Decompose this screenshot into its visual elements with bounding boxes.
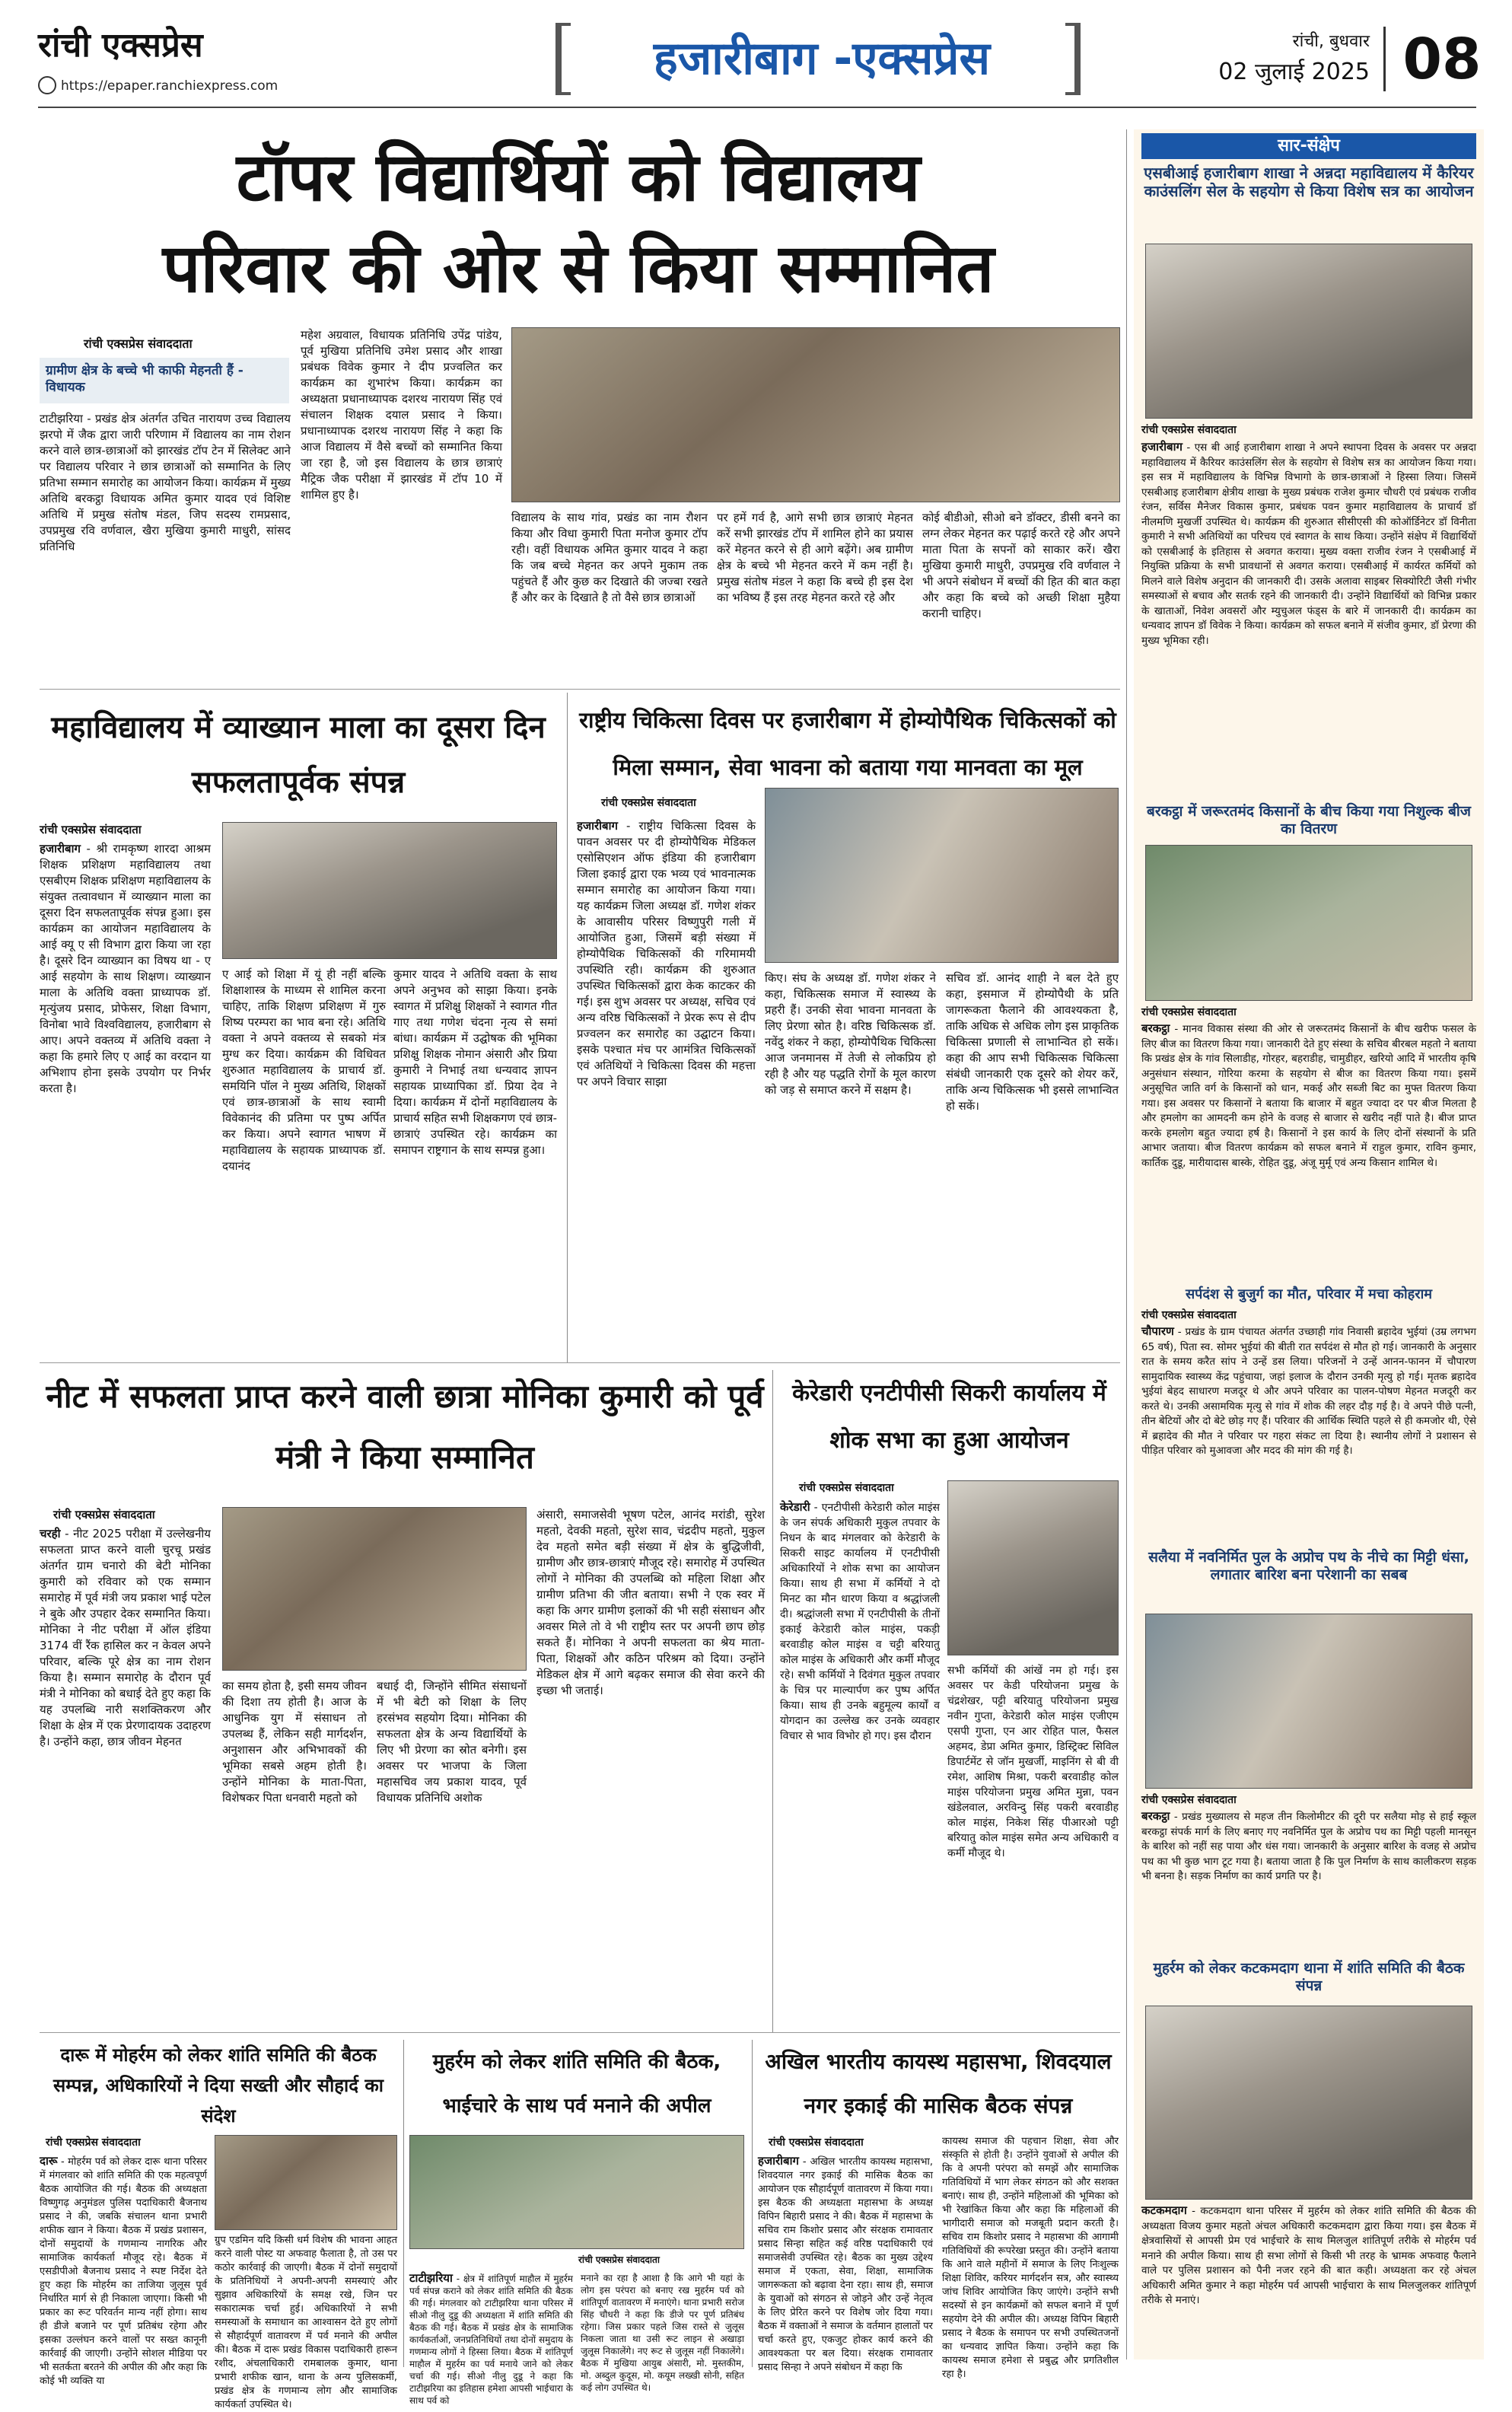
s3-headline: सर्पदंश से बुजुर्ग का मौत, परिवार में मचा कोहराम (1186, 1286, 1432, 1302)
rule-1 (40, 689, 1120, 690)
lead-col6 (1129, 327, 1130, 328)
lead-headline-line2: परिवार की ओर से किया सम्मानित (162, 229, 995, 307)
lead-col1 (40, 411, 291, 685)
lead-subhead: ग्रामीण क्षेत्र के बच्चे भी काफी मेहनती हैं - विधायक (40, 358, 289, 403)
sidebar-label: सार-संक्षेप (1141, 133, 1476, 159)
s5-dateline: कटकमदाग (1141, 2203, 1187, 2217)
s5-text: कटकमदाग - कटकमदाग थाना परिसर में मुहर्रम को लेकर शांति समिति की बैठक की अध्यक्षता विजय कुमार महतो अंचल अधिकारी कटकमदाग द्वारा किया गया। इस बैठक में क्षेत्रवासियों से आपसी प्रेम एवं भाईचारे के साथ मिलजुल शांतिपूर्ण तरीके से मोहर्रम पर्व मनाने की अपील किया। साथ ही सभा लोगों से किसी भी तरह के भ्रामक अफवाह फैलाने वाले पर पुलिस प्रशासन को पैनी नजर रहने की बात कही। अध्यक्षता कर रहे अंचल अधिकारी अमित कुमार ने कहा मोहर्रम पर्व आपसी भाईचारा के साथ मिलजुलकर शांतिपूर्ण तरीके से मनाएं। (1141, 2203, 1476, 2306)
story6-headline-visible (40, 2040, 397, 2131)
section-bracket-right (1065, 23, 1081, 95)
story7-dateline: टाटीझरिया (409, 2271, 453, 2285)
story2-headline: महाविद्यालय में व्याख्यान माला का दूसरा दिन सफलतापूर्वक संपन्न (51, 710, 546, 800)
story2-col1: हजारीबाग - श्री रामकृष्ण शारदा आश्रम शिक्षक प्रशिक्षण महाविद्यालय तथा एसबीएम शिक्षक प्रशिक्षण महाविद्यालय के संयुक्त तत्वावधान में व्याख्यान माला का दूसरा दिन सफलतापूर्वक संपन्न हुआ। इस कार्यक्रम का आयोजन महाविद्यालय के आई क्यू ए सी विभाग द्वारा किया जा रहा है। दूसरे दिन व्याख्यान का विषय था - ए आई सहयोग के साथ शिक्षण। व्याख्यान माला के अतिथि वक्ता प्राध्यापक डॉ. मृत्युंजय प्रसाद, प्रोफेसर, शिक्षा विभाग, विनोबा भावे विश्वविद्यालय, हजारीबाग से आए। अपने वक्तव्य में अतिथि वक्ता ने कहा कि हमारे लिए ए आई का वरदान या अभिशाप होना इसके उपयोग पर निर्भर करता है। (40, 842, 211, 1095)
story8-headline: अखिल भारतीय कायस्थ महासभा, शिवदयाल नगर इकाई की मासिक बैठक संपन्न (765, 2049, 1112, 2118)
issue-date: 02 जुलाई 2025 (1218, 59, 1370, 85)
story4-col1-text: नीट 2025 परीक्षा में उल्लेखनीय सफलता प्राप्त करने वाली चुरचू प्रखंड अंतर्गत ग्राम चनारो की बेटी मोनिका कुमारी को रविवार को एक सम्मान समारोह में पूर्व मंत्री जय प्रकाश भाई पटेल ने बुके और उपहार देकर सम्मानित किया। मोनिका ने नीट परीक्षा में ऑल इंडिया 3174 वीं रैंक हासिल कर न केवल अपने परिवार, बल्कि पूरे क्षेत्र का नाम रोशन किया है। सम्मान समारोह के दौरान पूर्व मंत्री ने मोनिका को बधाई देते हुए कहा कि यह उपलब्धि नारी सशक्तिकरण और शिक्षा के क्षेत्र में एक प्रेरणादायक उदाहरण है। उन्होंने कहा, छात्र जीवन मेहनत (40, 1527, 211, 1748)
story2-col1-text: श्री रामकृष्ण शारदा आश्रम शिक्षक प्रशिक्षण महाविद्यालय तथा एसबीएम शिक्षक प्रशिक्षण महाविद्यालय के संयुक्त तत्वावधान में व्याख्यान माला का दूसरा दिन सफलतापूर्वक संपन्न हुआ। इस कार्यक्रम का आयोजन महाविद्यालय के आई क्यू ए सी विभाग द्वारा किया जा रहा है। दूसरे दिन व्याख्यान का विषय था - ए आई सहयोग के साथ शिक्षण। व्याख्यान माला के अतिथि वक्ता प्राध्यापक डॉ. मृत्युंजय प्रसाद, प्रोफेसर, शिक्षा विभाग, विनोबा भावे विश्वविद्यालय, हजारीबाग से आए। अपने वक्तव्य में अतिथि वक्ता ने कहा कि हमारे लिए ए आई का वरदान या अभिशाप होना इसके उपयोग पर निर्भर करता है। (40, 842, 211, 1095)
story2-col3: कुमार यादव ने अतिथि वक्ता के साथ अपने अनुभव को साझा किया। इनके स्वागत में प्रशिक्षु शिक्षकों ने स्वागत गीत गाए तथा गणेश चंदना नृत्य से समां बांधा। कार्यक्रम में उद्घोषक की भूमिका प्रशिक्षु शिक्षक नोमान अंसारी और प्रिया कुमारी ने निभाई तथा धन्यवाद ज्ञापन सहायक प्राध्यापिका डॉ. प्रिया देव ने दिया। कार्यक्रम में दोनों महाविद्यालय के प्राचार्य सहित सभी शिक्षकगण एवं छात्र-छात्राएं उपस्थित रहे। कार्यक्रम का समापन राष्ट्रगान के साथ सम्पन्न हुआ। (393, 967, 557, 1157)
story4-byline: रांची एक्सप्रेस संवाददाता (53, 1508, 155, 1521)
story7-photo (409, 2135, 744, 2249)
story4-col1: चरही - नीट 2025 परीक्षा में उल्लेखनीय सफलता प्राप्त करने वाली चुरचू प्रखंड अंतर्गत ग्राम चनारो की बेटी मोनिका कुमारी को रविवार को एक सम्मान समारोह में पूर्व मंत्री जय प्रकाश भाई पटेल ने बुके और उपहार देकर सम्मानित किया। मोनिका ने नीट परीक्षा में ऑल इंडिया 3174 वीं रैंक हासिल कर न केवल अपने परिवार, बल्कि पूरे क्षेत्र का नाम रोशन किया है। सम्मान समारोह के दौरान पूर्व मंत्री ने मोनिका को बधाई देते हुए कहा कि यह उपलब्धि नारी सशक्तिकरण और शिक्षा के क्षेत्र में एक प्रेरणादायक उदाहरण है। उन्होंने कहा, छात्र जीवन मेहनत (40, 1527, 211, 1748)
story8-byline: रांची एक्सप्रेस संवाददाता (769, 2136, 864, 2149)
lead-col6-block (1129, 1, 1130, 2)
page-divider (1383, 27, 1386, 91)
story3-headline: राष्ट्रीय चिकित्सा दिवस पर हजारीबाग में होम्योपैथिक चिकित्सकों को मिला सम्मान, सेवा भावना को बताया गया मानवता का मूल (579, 707, 1116, 780)
story8-col1-text: अखिल भारतीय कायस्थ महासभा, शिवदयाल नगर इकाई की मासिक बैठक का आयोजन एक सौहार्दपूर्ण वातावरण में किया गया। इस बैठक की अध्यक्षता महासभा के अध्यक्ष विपिन बिहारी प्रसाद ने की। बैठक में महासभा के सचिव राम किशोर प्रसाद और संरक्षक रामावतार प्रसाद सिन्हा सहित कई वरिष्ठ पदाधिकारी एवं समाजसेवी उपस्थित रहे। बैठक का मुख्य उद्देश्य समाज में एकता, सेवा, शिक्षा, सामाजिक जागरूकता को बढ़ावा देना रहा। साथ ही, समाज के युवाओं को संगठन से जोड़ने और उन्हें नेतृत्व के लिए प्रेरित करने पर विशेष जोर दिया गया। बैठक में वक्ताओं ने समाज के वर्तमान हालातों पर चर्चा करते हुए, एकजुट होकर कार्य करने की आवश्यकता पर बल दिया। संरक्षक रामावतार प्रसाद सिन्हा ने अपने संबोधन में कहा कि (758, 2156, 933, 2373)
story4-col2: का समय होता है, इसी समय जीवन की दिशा तय होती है। आज के आधुनिक युग में संसाधन तो उपलब्ध हैं, लेकिन सही मार्गदर्शन, अनुशासन और अभिभावकों की भूमिका सबसे अहम होती है। उन्होंने मोनिका के माता-पिता, विशेषकर पिता धनवारी महतो को (222, 1679, 367, 1805)
s5-body: कटकमदाग थाना परिसर में मुहर्रम को लेकर शांति समिति की बैठक की अध्यक्षता विजय कुमार महतो अंचल अधिकारी कटकमदाग द्वारा किया गया। इस बैठक में क्षेत्रवासियों से आपसी प्रेम एवं भाईचारे के साथ मिलजुल शांतिपूर्ण तरीके से मोहर्रम पर्व मनाने की अपील किया। साथ ही सभा लोगों से किसी भी तरह के भ्रामक अफवाह फैलाने वाले पर पुलिस प्रशासन को पैनी नजर रहने की बात कही। अध्यक्षता कर रहे अंचल अधिकारी अमित कुमार ने कहा मोहर्रम पर्व आपसी भाईचारा के साथ मिलजुलकर शांतिपूर्ण तरीके से मनाएं। (1141, 2205, 1476, 2306)
s1-byline: रांची एक्सप्रेस संवाददाता (1141, 424, 1237, 436)
story4-col4: अंसारी, समाजसेवी भूषण पटेल, आनंद मरांडी, सुरेश महतो, देवकी महतो, सुरेश साव, चंद्रदीप महतो, मुकुल देव महतो समेत बड़ी संख्या में क्षेत्र के बुद्धिजीवी, ग्रामीण और छात्र-छात्राएं मौजूद रहे। समारोह में उपस्थित लोगों ने मोनिका की उपलब्धि को महिला शिक्षा और ग्रामीण प्रतिभा की जीत बताया। सभी ने एक स्वर में कहा कि अगर ग्रामीण इलाकों की भी सही संसाधन और अवसर मिले तो वे भी राष्ट्रीय स्तर पर अपनी छाप छोड़ सकते हैं। मोनिका ने अपनी सफलता का श्रेय माता-पिता, शिक्षकों और कठिन परिश्रम को दिया। उन्होंने मेडिकल क्षेत्र में आगे बढ़कर समाज की सेवा करने की इच्छा भी जताई। (536, 1508, 765, 1697)
story2-col2: ए आई को शिक्षा में यूं ही नहीं बल्कि शिक्षाशास्त्र के माध्यम से शामिल करना चाहिए, ताकि शिक्षण प्रशिक्षण में गुरु शिष्य परम्परा का भाव बना रहे। अतिथि वक्ता ने अपने वक्तव्य से सबको मंत्र मुग्ध कर दिया। कार्यक्रम की विधिवत शुरुआत महाविद्यालय के प्राचार्य डॉ. समयिनि पॉल ने मुख्य अतिथि, शिक्षकों एवं छात्र-छात्राओं के साथ स्वामी विवेकानंद की प्रतिमा पर पुष्प अर्पित कर किया। अपने स्वागत भाषण में महाविद्यालय के सहायक प्राध्यापक डॉ. दयानंद (222, 967, 386, 1173)
rule-2 (40, 1362, 1120, 1363)
s1-dateline: हजारीबाग (1141, 440, 1183, 454)
s1-body: एस बी आई हजारीबाग शाखा ने अपने स्थापना दिवस के अवसर पर अन्नदा महाविद्यालय में कैरियर काउंसलिंग सेल के सहयोग से विशेष सत्र का आयोजन किया गया। इस सत्र में महाविद्यालय के विभिन्न विभागो के छात्र-छात्राओं ने हिस्सा लिया। जिसमें एसबीआइ हजारीबाग क्षेत्रीय शाखा के मुख्य प्रबंधक राजेश कुमार चौधरी एवं प्रबंधक राजीव रंजन, सर्विस मैनेजर विकास कुमार, प्रबंधक पवन कुमार महाविद्यालय के प्राचार्य डॉ नीलमणि मुखर्जी उपस्थित थे। कार्यक्रम की शुरुआत सीसीएसी की कोऑर्डिनेटर डॉ विनीता कुमारी ने सभी अतिथियों का परिचय एवं स्वागत के साथ किया। उन्होंने संक्षेप में विद्यार्थियों को एसबीआई के इतिहास से अवगत कराया। मुख्य वक्ता राजीव रंजन ने एसबीआई में नियुक्ति प्रक्रिया के सभी प्रावधानों से अवगत कराया। एसबीआई में कार्यरत कर्मियों को मिलने वाले विशेष अनुदान की जानकारी दी। उसके अलावा साइबर सिक्योरिटी जैसी गंभीर समस्याओं से बचाव और सतर्क रहने की जानकारी दी। उन्होंने विद्यार्थियों को विभिन्न प्रकार के खाताओं, निवेश अवसरों और म्युचुअल फंड्स के बारे में जानकारी दी। कार्यक्रम का धन्यवाद ज्ञापन डॉ विवेक ने किया। कार्यक्रम को सफल बनाने में संजीव कुमार, डॉ प्रेरणा की मुख्य भूमिका रही। (1141, 441, 1476, 647)
story3-col2: किए। संघ के अध्यक्ष डॉ. गणेश शंकर ने कहा, चिकित्सक समाज में स्वास्थ्य के प्रहरी हैं। उनकी सेवा भावना मानवता के लिए प्रेरणा स्रोत है। वरिष्ठ चिकित्सक डॉ. नवेंदु शंकर ने कहा, होम्योपैथिक चिकित्सा आज जनमानस में तेजी से लोकप्रिय हो रही है और यह पद्धति रोगों के मूल कारण को जड़ से समाप्त करने में सक्षम है। (765, 971, 936, 1097)
epaper-url[interactable]: https://epaper.ranchiexpress.com (61, 78, 279, 94)
story8-dateline: हजारीबाग (758, 2154, 799, 2168)
s4-body: प्रखंड मुख्यालय से महज तीन किलोमीटर की दूरी पर सलैया मोड़ से हाई स्कूल बरकट्ठा संपर्क मार्ग के लिए बनाए गए नवनिर्मित पुल के अप्रोच पथ का मिट्टी पहली मानसून के बारिश को नहीं सह पाया और धंस गया। जानकारी के अनुसार बारिश के वजह से अप्रोच पथ का भी कुछ भाग टूट गया है। बताया जाता है कि पुल निर्माण के साथ कालीकरण सड़क भी बनना है। सड़क निर्माण का कार्य प्रगति पर है। (1141, 1811, 1476, 1882)
sidebar-divider (1126, 129, 1127, 2359)
lead-col4: पर हमें गर्व है, आगे सभी छात्र छात्राएं मेहनत करें सभी झारखंड टॉप में शामिल होने का प्रयास करें मेहनत करने से ही आगे बढ़ेंगे। अब ग्रामीण क्षेत्र के बच्चे भी मेहनत करने में कम नहीं है। प्रमुख संतोष मंडल ने कहा कि बच्चे ही इस देश का भविष्य हैं इस तरह मेहनत करते रहे और (717, 511, 913, 604)
s5-photo (1145, 2006, 1472, 2200)
s2-text: बरकट्ठा - मानव विकास संस्था की ओर से जरूरतमंद किसानों के बीच खरीफ फसल के लिए बीज का वितरण किया गया। जानकारी देते हुए संस्था के सचिव बीरबल महतो ने बताया कि प्रखंड क्षेत्र के गांव सिलाडीह, गोरहर, बहराडीह, चामुडीहर, खरियो आदि में भारतीय कृषि अनुसंधान संस्थान, गोरिया करमा के सहयोग से बीज का वितरण किया गया। इसमें अनुसूचित जाति वर्ग के किसानों को धान, मकई और सब्जी बिट का मुफ्त वितरण किया गया। इस अवसर पर किसानों ने बताया कि बाजार में बहुत ज्यादा दर पर बीज मिलता है और हमलोग का आमदनी कम होने के वजह से बाजार से खरीद नहीं पाते है। बीज प्राप्त करके हमलोग बहुत ज्यादा हर्ष है। किसानों ने इस कार्य के लिए दोनों संस्थानों के प्रति आभार जताया। बीज वितरण कार्यक्रम को सफल बनाने में राहुल कुमार, राविन कुमार, कार्तिक दुडू, मारीयादास बास्के, रोहित दुडू, अंजू मुर्मू एवं अन्य किसान शामिल थे। (1141, 1021, 1476, 1169)
section-title (586, 27, 1058, 91)
lead-byline: रांची एक्सप्रेस संवाददाता (84, 336, 193, 351)
s2-body: मानव विकास संस्था की ओर से जरूरतमंद किसानों के बीच खरीफ फसल के लिए बीज का वितरण किया गया। जानकारी देते हुए संस्था के सचिव बीरबल महतो ने बताया कि प्रखंड क्षेत्र के गांव सिलाडीह, गोरहर, बहराडीह, चामुडीहर, खरियो आदि में भारतीय कृषि अनुसंधान संस्थान, गोरिया करमा के सहयोग से बीज का वितरण किया गया। इसमें अनुसूचित जाति वर्ग के किसानों को धान, मकई और सब्जी बिट का मुफ्त वितरण किया गया। इस अवसर पर किसानों ने बताया कि बाजार में बहुत ज्यादा दर पर बीज मिलता है और हमलोग का आमदनी कम होने के वजह से बाजार से खरीद नहीं पाते है। बीज प्राप्त करके हमलोग बहुत ज्यादा हर्ष है। किसानों ने इस कार्य के लिए दोनों संस्थानों के प्रति आभार जताया। बीज वितरण कार्यक्रम को सफल बनाने में राहुल कुमार, राविन कुमार, कार्तिक दुडू, मारीयादास बास्के, रोहित दुडू, अंजू मुर्मू एवं अन्य किसान शामिल थे। (1141, 1023, 1476, 1169)
story2-dateline: हजारीबाग (40, 842, 81, 856)
story6-col1-text: मोहर्रम पर्व को लेकर दारू थाना परिसर में मंगलवार को शांति समिति की एक महत्वपूर्ण बैठक आयोजित की गई। बैठक की अध्यक्षता विष्णुगढ़ अनुमंडल पुलिस पदाधिकारी बैजनाथ प्रसाद ने की, जबकि संचालन थाना प्रभारी शफीक खान ने किया। बैठक में प्रखंड प्रशासन, दोनों समुदायों के गणमान्य नागरिक और सामाजिक कार्यकर्ता मौजूद रहे। बैठक में एसडीपीओ बैजनाथ प्रसाद ने स्पष्ट निर्देश देते हुए कहा कि मोहर्रम का ताजिया जुलूस पूर्व निर्धारित मार्ग से ही निकाला जाएगा। किसी भी प्रकार का रूट परिवर्तन मान्य नहीं होगा। साथ ही डीजे बजाने पर पूर्ण प्रतिबंध रहेगा और इसका उल्लंघन करने वालों पर सख्त कानूनी कार्रवाई की जाएगी। उन्होंने सोशल मीडिया पर भी सतर्कता बरतने की अपील की और कहा कि कोई भी व्यक्ति या (40, 2156, 207, 2387)
story3-photo (765, 788, 1119, 963)
story5-photo (947, 1480, 1119, 1655)
lead-col3: विद्यालय के साथ गांव, प्रखंड का नाम रौशन किया और विधा कुमारी पिता मनोज कुमार टॉप रही। वहीं विधायक अमित कुमार यादव ने कहा कि जब बच्चे मेहनत कर अपने मुकाम तक पहुंचते हैं और कुछ कर दिखाते की जज्बा रखते हैं और कर के दिखाते है तो वैसे छात्र छात्राओं (511, 511, 708, 604)
globe-icon (38, 76, 56, 94)
rule-v-3 (403, 2040, 404, 2367)
lead-col2: महेश अग्रवाल, विधायक प्रतिनिधि उपेंद्र पांडेय, पूर्व मुखिया प्रतिनिधि उमेश प्रसाद और शाखा प्रबंधक विवेक कुमार ने दीप प्रज्वलित कर कार्यक्रम का शुभारंभ किया। कार्यक्रम का अध्यक्षता प्रधानाध्यापक दशरथ नारायण सिंह एवं संचालन शिक्षक दयाल प्रसाद ने किया। प्रधानाध्यापक दशरथ नारायण सिंह ने कहा कि आज विद्यालय में वैसे बच्चों को सम्मानित किया जा रहा है, जो इस विद्यालय के छात्र छात्राएं मैट्रिक जैक परीक्षा में झारखंड में टॉप 10 में शामिल हुए है। (301, 328, 502, 502)
sidebar (1134, 129, 1484, 2359)
city-day: रांची, बुधवार (1292, 32, 1370, 51)
story4-dateline: चरही (40, 1527, 61, 1541)
s3-byline: रांची एक्सप्रेस संवाददाता (1141, 1309, 1237, 1321)
story3-byline: रांची एक्सप्रेस संवाददाता (601, 797, 696, 809)
story5-byline: रांची एक्सप्रेस संवाददाता (799, 1482, 894, 1494)
masthead-rule (38, 107, 1476, 108)
story6-col1: दारू - मोहर्रम पर्व को लेकर दारू थाना परिसर में मंगलवार को शांति समिति की एक महत्वपूर्ण बैठक आयोजित की गई। बैठक की अध्यक्षता विष्णुगढ़ अनुमंडल पुलिस पदाधिकारी बैजनाथ प्रसाद ने की, जबकि संचालन थाना प्रभारी शफीक खान ने किया। बैठक में प्रखंड प्रशासन, दोनों समुदायों के गणमान्य नागरिक और सामाजिक कार्यकर्ता मौजूद रहे। बैठक में एसडीपीओ बैजनाथ प्रसाद ने स्पष्ट निर्देश देते हुए कहा कि मोहर्रम का ताजिया जुलूस पूर्व निर्धारित मार्ग से ही निकाला जाएगा। किसी भी प्रकार का रूट परिवर्तन मान्य नहीं होगा। साथ ही डीजे बजाने पर पूर्ण प्रतिबंध रहेगा और इसका उल्लंघन करने वालों पर सख्त कानूनी कार्रवाई की जाएगी। उन्होंने सोशल मीडिया पर भी सतर्कता बरतने की अपील की और कहा कि कोई भी व्यक्ति या (40, 2154, 207, 2387)
story7-col1-text: क्षेत्र में शांतिपूर्ण माहौल में मुहर्रम पर्व संपन्न कराने को लेकर शांति समिति की बैठक की गई। मंगलवार को टाटीझरिया थाना परिसर में सीओ नीलु दुडू की अध्यक्षता में शांति समिति की बैठक की गई। बैठक में प्रखंड क्षेत्र के सामाजिक कार्यकर्ताओं, जनप्रतिनिधियों तथा दोनों समुदाय के गणमान्य लोगों ने हिस्सा लिया। बैठक में शांतिपूर्ण माहौल में मुहर्रम का पर्व मनाये जाने को लेकर चर्चा की गई। सीओ नीलु दुडू ने कहा कि टाटीझरिया का इतिहास हमेशा आपसी भाईचारा के साथ पर्व को (409, 2273, 573, 2406)
story3-col1-text: राष्ट्रीय चिकित्सा दिवस के पावन अवसर पर दी होम्योपैथिक मेडिकल एसोसिएशन ऑफ इंडिया की हजारीबाग जिला इकाई द्वारा एक भव्य एवं भावनात्मक सम्मान समारोह का आयोजन किया गया। यह कार्यक्रम जिला अध्यक्ष डॉ. गणेश शंकर के आवासीय परिसर विष्णुपुरी गली में आयोजित हुआ, जिसमें बड़ी संख्या में होम्योपैथिक चिकित्सकों की गरिमामयी उपस्थिति रही। कार्यक्रम की शुरुआत उपस्थित चिकित्सकों द्वारा केक काटकर की गई। इस शुभ अवसर पर अध्यक्ष, सचिव एवं अन्य वरिष्ठ चिकित्सकों ने प्रेरक रूप से दीप प्रज्वलन कर समारोह का उद्घाटन किया। इसके पश्चात मंच पर आमंत्रित चिकित्सकों एवं अतिथियों ने चिकित्सा दिवस की महत्ता पर अपने विचार साझा (577, 819, 756, 1088)
story6-photo (215, 2135, 397, 2230)
story8-col1: हजारीबाग - अखिल भारतीय कायस्थ महासभा, शिवदयाल नगर इकाई की मासिक बैठक का आयोजन एक सौहार्दपूर्ण वातावरण में किया गया। इस बैठक की अध्यक्षता महासभा के अध्यक्ष विपिन बिहारी प्रसाद ने की। बैठक में महासभा के सचिव राम किशोर प्रसाद और संरक्षक रामावतार प्रसाद सिन्हा सहित कई वरिष्ठ पदाधिकारी एवं समाजसेवी उपस्थित रहे। बैठक का मुख्य उद्देश्य समाज में एकता, सेवा, शिक्षा, सामाजिक जागरूकता को बढ़ावा देना रहा। साथ ही, समाज के युवाओं को संगठन से जोड़ने और उन्हें नेतृत्व के लिए प्रेरित करने पर विशेष जोर दिया गया। बैठक में वक्ताओं ने समाज के वर्तमान हालातों पर चर्चा करते हुए, एकजुट होकर कार्य करने की आवश्यकता पर बल दिया। संरक्षक रामावतार प्रसाद सिन्हा ने अपने संबोधन में कहा कि (758, 2154, 933, 2373)
s2-dateline: बरकट्ठा (1141, 1021, 1170, 1035)
story3-dateline: हजारीबाग (577, 819, 618, 833)
s4-headline: सलैया में नवनिर्मित पुल के अप्रोच पथ के नीचे का मिट्टी धंसा, लगातार बारिश बना परेशानी का सबब (1148, 1549, 1469, 1583)
lead-photo (511, 327, 1120, 502)
story6-headline-text: दारू में मोहर्रम को लेकर शांति समिति की बैठक सम्पन्न, अधिकारियों ने दिया सख्ती और सौहार्द का संदेश (53, 2044, 384, 2127)
story7-headline: मुहर्रम को लेकर शांति समिति की बैठक, भाईचारे के साथ पर्व मनाने की अपील (432, 2050, 721, 2117)
story6-col2: ग्रुप एडमिन यदि किसी धर्म विशेष की भावना आहत करने वाली पोस्ट या अफवाह फैलाता है, तो उस पर कठोर कार्रवाई की जाएगी। बैठक में दोनों समुदायों के प्रतिनिधियों ने अपनी-अपनी समस्याएं और सुझाव अधिकारियों के समक्ष रखे, जिन पर सकारात्मक चर्चा हुई। अधिकारियों ने सभी समस्याओं के समाधान का आश्वासन देते हुए लोगों से सौहार्दपूर्ण वातावरण में पर्व मनाने की अपील की। बैठक में दारू प्रखंड विकास पदाधिकारी हारून रशीद, अंचलाधिकारी रामबालक कुमार, थाना प्रभारी शफीक खान, थाना के अन्य पुलिसकर्मी, प्रखंड क्षेत्र के गणमान्य लोग और सामाजिक कार्यकर्ता उपस्थित थे। (215, 2235, 397, 2410)
story8-col2: कायस्थ समाज की पहचान शिक्षा, सेवा और संस्कृति से होती है। उन्होंने युवाओं से अपील की कि वे अपनी परंपरा को समझें और सामाजिक गतिविधियों में भाग लेकर संगठन को और सशक्त बनाएं। साथ ही, उन्होंने महिलाओं की भूमिका को भी रेखांकित किया और कहा कि महिलाओं की भागीदारी समाज को मजबूती प्रदान करती है। सचिव राम किशोर प्रसाद ने महासभा की आगामी गतिविधियों की रूपरेखा प्रस्तुत की। उन्होंने बताया कि आने वाले महीनों में समाज के लिए निःशुल्क शिक्षा शिविर, करियर मार्गदर्शन सत्र, और स्वास्थ्य जांच शिविर आयोजित किए जाएंगे। उन्होंने सभी सदस्यों से इन कार्यक्रमों को सफल बनाने में पूर्ण सहयोग देने की अपील की। अध्यक्ष विपिन बिहारी प्रसाद ने बैठक के समापन पर सभी उपस्थितजनों का धन्यवाद ज्ञापित किया। उन्होंने कहा कि कायस्थ समाज हमेशा से प्रबुद्ध और प्रगतिशील रहा है। (942, 2136, 1119, 2380)
s2-headline: बरकट्ठा में जरूरतमंद किसानों के बीच किया गया निशुल्क बीज का वितरण (1147, 803, 1471, 837)
story3-col3: सचिव डॉ. आनंद शाही ने बल देते हुए कहा, इसमाज में होम्योपैथी के प्रति जागरूकता फैलाने की आवश्यकता है, ताकि अधिक से अधिक लोग इस प्राकृतिक चिकित्सा प्रणाली से लाभान्वित हो सकें। कहा की आप सभी चिकित्सक चिकित्सा संबंधी जानकारी एक दूसरे को शेयर करें, ताकि अन्य चिकित्सक भी इससे लाभान्वित हो सकें। (946, 971, 1119, 1113)
story7-col2: मनाने का रहा है आशा है कि आगे भी यहां के लोग इस परंपरा को बनाए रख मुहर्रम पर्व को शांतिपूर्ण वातावरण में मनाएंगे। थाना प्रभारी सरोज सिंह चौधरी ने कहा कि डीजे पर पूर्ण प्रतिबंध रहेगा। जिस प्रकार पहले जिस रास्ते से जुलूस निकला जाता था उसी रूट लाइन से अखाड़ा जुलूस निकालेंगे। नए रूट से जुलूस नहीं निकालेंगे। बैठक में मुखिया आयुब अंसारी, मो. मुस्तकीम, मो. अब्दुल कुदूस, मो. कयूम लख्खी सोनी, सहित कई लोग उपस्थित थे। (581, 2273, 744, 2393)
story5-headline: केरेडारी एनटीपीसी सिकरी कार्यालय में शोक सभा का हुआ आयोजन (792, 1380, 1106, 1454)
lead-headline-line1: टॉपर विद्यार्थियों को विद्यालय (236, 138, 921, 216)
s1-text: हजारीबाग - एस बी आई हजारीबाग शाखा ने अपने स्थापना दिवस के अवसर पर अन्नदा महाविद्यालय में कैरियर काउंसलिंग सेल के सहयोग से विशेष सत्र का आयोजन किया गया। इस सत्र में महाविद्यालय के विभिन्न विभागो के छात्र-छात्राओं ने हिस्सा लिया। जिसमें एसबीआइ हजारीबाग क्षेत्रीय शाखा के मुख्य प्रबंधक राजेश कुमार चौधरी एवं प्रबंधक राजीव रंजन, सर्विस मैनेजर विकास कुमार, प्रबंधक पवन कुमार महाविद्यालय के प्राचार्य डॉ नीलमणि मुखर्जी उपस्थित थे। कार्यक्रम की शुरुआत सीसीएसी की कोऑर्डिनेटर डॉ विनीता कुमारी ने सभी अतिथियों का परिचय एवं स्वागत के साथ किया। उन्होंने संक्षेप में विद्यार्थियों को एसबीआई के इतिहास से अवगत कराया। मुख्य वक्ता राजीव रंजन ने एसबीआई में नियुक्ति प्रक्रिया के सभी प्रावधानों से अवगत कराया। एसबीआई में कार्यरत कर्मियों को मिलने वाले विशेष अनुदान की जानकारी दी। उसके अलावा साइबर सिक्योरिटी जैसी गंभीर समस्याओं से बचाव और सतर्क रहने की जानकारी दी। उन्होंने विद्यार्थियों को विभिन्न प्रकार के खाताओं, निवेश अवसरों और म्युचुअल फंड्स के बारे में जानकारी दी। कार्यक्रम का धन्यवाद ज्ञापन डॉ विवेक ने किया। कार्यक्रम को सफल बनाने में संजीव कुमार, डॉ प्रेरणा की मुख्य भूमिका रही। (1141, 440, 1476, 647)
s1-photo (1145, 244, 1472, 419)
s4-byline: रांची एक्सप्रेस संवाददाता (1141, 1794, 1237, 1806)
story7-byline: रांची एक्सप्रेस संवाददाता (578, 2254, 660, 2265)
story5-col1: केरेडारी - एनटीपीसी केरेडारी कोल माइंस के जन संपर्क अधिकारी मुकुल तपवार के निधन के बाद मंगलवार को केरेडारी के सिकरी साइट कार्यालय में एनटीपीसी अधिकारियों ने शोक सभा का आयोजन किया। साथ ही सभा में कर्मियों ने दो मिनट का मौन धारण किया व श्रद्धांजली दी। श्रद्धांजली सभा में एनटीपीसी के तीनों इकाई केरेडारी कोल माइंस, पकड़ी बरवाडीह कोल माइंस व चट्टी बरियातु कोल माइंस के अधिकारी और कर्मी मौजूद रहे। सभी कर्मियों ने दिवंगत मुकुल तपवार के चित्र पर माल्यार्पण कर पुष्प अर्पित किया। साथ ही उनके बहुमूल्य कार्यों व योगदान का उल्लेख कर उनके व्यवहार विचार से भाव विभोर हो गए। इस दौरान (780, 1500, 940, 1742)
story4-col3: बधाई दी, जिन्होंने सीमित संसाधनों में भी बेटी को शिक्षा के लिए हरसंभव सहयोग दिया। मोनिका की सफलता क्षेत्र के अन्य विद्यार्थियों के लिए भी प्रेरणा का स्रोत बनेगी। इस अवसर पर भाजपा के जिला महासचिव जय प्रकाश यादव, पूर्व विधायक प्रतिनिधि अशोक (377, 1679, 527, 1805)
rule-v-2 (772, 1370, 773, 2032)
newspaper-logo: रांची एक्सप्रेस (38, 26, 203, 65)
story6-byline: रांची एक्सप्रेस संवाददाता (46, 2136, 141, 2149)
s4-photo (1145, 1614, 1472, 1789)
s4-dateline: बरकट्ठा (1141, 1809, 1170, 1823)
page-number: 08 (1402, 27, 1482, 92)
masthead (0, 0, 1512, 114)
rule-3 (40, 2032, 1120, 2033)
s2-photo (1145, 845, 1472, 1001)
lead-col1-text: टाटीझरिया - प्रखंड क्षेत्र अंतर्गत उचित नारायण उच्च विद्यालय झरपो में जैक द्वारा जारी परिणाम में विद्यालय का नाम रोशन करने वाले छात्र-छात्राओं को झारखंड टॉप टेन में सिलेक्ट आने पर विद्यालय परिवार ने छात्र छात्राओं को सम्मानित के लिए प्रतिभा सम्मान समारोह का आयोजन किया। कार्यक्रम में मुख्य अतिथि बरकट्ठा विधायक अमित कुमार यादव एवं विशिष्ट अतिथि में प्रमुख संतोष मंडल, जिप सदस्य रामप्रसाद, उपप्रमुख रवि वर्णवाल, खैरा मुखिया कुमारी माधुरी, सांसद प्रतिनिधि (40, 412, 291, 553)
section-name: हजारीबाग (653, 32, 818, 85)
story6-dateline: दारू (40, 2154, 58, 2168)
story3-col1: हजारीबाग - राष्ट्रीय चिकित्सा दिवस के पावन अवसर पर दी होम्योपैथिक मेडिकल एसोसिएशन ऑफ इंडिया की हजारीबाग जिला इकाई द्वारा एक भव्य एवं भावनात्मक सम्मान समारोह का आयोजन किया गया। यह कार्यक्रम जिला अध्यक्ष डॉ. गणेश शंकर के आवासीय परिसर विष्णुपुरी गली में आयोजित हुआ, जिसमें बड़ी संख्या में होम्योपैथिक चिकित्सकों की गरिमामयी उपस्थिति रही। कार्यक्रम की शुरुआत उपस्थित चिकित्सकों द्वारा केक काटकर की गई। इस शुभ अवसर पर अध्यक्ष, सचिव एवं अन्य वरिष्ठ चिकित्सकों ने प्रेरक रूप से दीप प्रज्वलन कर समारोह का उद्घाटन किया। इसके पश्चात मंच पर आमंत्रित चिकित्सकों एवं अतिथियों ने चिकित्सा दिवस की महत्ता पर अपने विचार साझा (577, 819, 756, 1088)
story2-photo (222, 822, 557, 959)
section-suffix: -एक्सप्रेस (833, 32, 991, 85)
s3-body: प्रखंड के ग्राम पंचायत अंतर्गत उच्छाही गांव निवासी ब्रहादेव भुईयां (उम्र लगभग 65 वर्ष), पिता स्व. सोमर भुईयां की बीती रात सर्पदंश से मौत हो गई। जानकारी के अनुसार रात के समय करैत सांप ने उन्हें डस लिया। परिजनों ने उन्हें आनन-फानन में चौपारण सामुदायिक स्वास्थ्य केंद्र पहुंचाया, जहां इलाज के दौरान उनकी मृत्यु हो गई। मृतक ब्रहादेव भुईयां बेहद साधारण मजदूर थे और अपने परिवार का पालन-पोषण मेहनत मजदूरी कर करते थे। उनकी असामयिक मृत्यु से गांव में शोक की लहर दौड़ गई है। वे अपने पीछे पत्नी, तीन बेटियों और दो बेटे छोड़ गए हैं। परिवार की आर्थिक स्थिति पहले से ही कमजोर थी, ऐसे में ब्रहादेव की मौत ने परिवार पर गहरा संकट ला दिया है। स्थानीय लोगों ने प्रशासन से पीड़ित परिवार को मुआवजा और मदद की मांग की गई है। (1141, 1326, 1476, 1457)
story5-col2: सभी कर्मियों की आंखें नम हो गई। इस अवसर पर केडी परियोजना प्रमुख के चंद्रशेखर, पट्टी बरियातु परियोजना प्रमुख नवीन गुप्ता, केरेडारी कोल माइंस एजीएम एसपी गुप्ता, एन आर रोहित पाल, फैसल अहमद, डेप्रा अमित कुमार, डिस्ट्रिक्ट सिविल डिपार्टमेंट से जॉन मुखर्जी, माइनिंग से बी वी रमेश, आशिष मिश्रा, पकरी बरवाडीह कोल माइंस परियोजना प्रमुख अमित मुन्ना, पवन खंडेलवाल, अरविन्दु सिंह पकरी बरवाडीह कोल माइंस, निकेश सिंह पीआरओ पट्टी बरियातु कोल माइंस समेत अन्य अधिकारी व कर्मी मौजूद थे। (947, 1665, 1119, 1859)
rule-v-4 (752, 2040, 753, 2367)
story7-col1: टाटीझरिया - क्षेत्र में शांतिपूर्ण माहौल में मुहर्रम पर्व संपन्न कराने को लेकर शांति समिति की बैठक की गई। मंगलवार को टाटीझरिया थाना परिसर में सीओ नीलु दुडू की अध्यक्षता में शांति समिति की बैठक की गई। बैठक में प्रखंड क्षेत्र के सामाजिक कार्यकर्ताओं, जनप्रतिनिधियों तथा दोनों समुदाय के गणमान्य लोगों ने हिस्सा लिया। बैठक में शांतिपूर्ण माहौल में मुहर्रम का पर्व मनाये जाने को लेकर चर्चा की गई। सीओ नीलु दुडू ने कहा कि टाटीझरिया का इतिहास हमेशा आपसी भाईचारा के साथ पर्व को (409, 2271, 573, 2406)
story2-byline: रांची एक्सप्रेस संवाददाता (40, 823, 142, 836)
s3-text: चौपारण - प्रखंड के ग्राम पंचायत अंतर्गत उच्छाही गांव निवासी ब्रहादेव भुईयां (उम्र लगभग 65 वर्ष), पिता स्व. सोमर भुईयां की बीती रात सर्पदंश से मौत हो गई। जानकारी के अनुसार रात के समय करैत सांप ने उन्हें डस लिया। परिजनों ने उन्हें आनन-फानन में चौपारण सामुदायिक स्वास्थ्य केंद्र पहुंचाया, जहां इलाज के दौरान उनकी मृत्यु हो गई। मृतक ब्रहादेव भुईयां बेहद साधारण मजदूर थे और अपने परिवार का पालन-पोषण मेहनत मजदूरी कर करते थे। उनकी असामयिक मृत्यु से गांव में शोक की लहर दौड़ गई है। वे अपने पीछे पत्नी, तीन बेटियों और दो बेटे छोड़ गए हैं। परिवार की आर्थिक स्थिति पहले से ही कमजोर थी, ऐसे में ब्रहादेव की मौत ने परिवार पर गहरा संकट ला दिया है। स्थानीय लोगों ने प्रशासन से पीड़ित परिवार को मुआवजा और मदद की मांग की गई है। (1141, 1324, 1476, 1457)
s2-byline: रांची एक्सप्रेस संवाददाता (1141, 1006, 1237, 1018)
story5-dateline: केरेडारी (780, 1500, 810, 1514)
lead-col5: कोई बीडीओ, सीओ बने डॉक्टर, डीसी बनने का लग्न लेकर मेहनत कर पढ़ाई करते रहे और अपने माता पिता के सपनों को साकार करें। खैरा मुखिया कुमारी माधुरी, उपप्रमुख रवि वर्णवाल ने भी अपने संबोधन में बच्चों की हित की बात कहा और कहा कि बच्चे को अच्छी शिक्षा मुहैया करानी चाहिए। (922, 511, 1120, 620)
rule-v-1 (567, 693, 568, 1362)
story4-headline: नीट में सफलता प्राप्त करने वाली छात्रा मोनिका कुमारी को पूर्व मंत्री ने किया सम्मानित (46, 1378, 764, 1476)
s4-text: बरकट्ठा - प्रखंड मुख्यालय से महज तीन किलोमीटर की दूरी पर सलैया मोड़ से हाई स्कूल बरकट्ठा संपर्क मार्ग के लिए बनाए गए नवनिर्मित पुल के अप्रोच पथ का मिट्टी पहली मानसून के बारिश को नहीं सह पाया और धंस गया। जानकारी के अनुसार बारिश के वजह से अप्रोच पथ का भी कुछ भाग टूट गया है। बताया जाता है कि पुल निर्माण के साथ कालीकरण सड़क भी बनना है। सड़क निर्माण का कार्य प्रगति पर है। (1141, 1809, 1476, 1882)
story5-col1-text: एनटीपीसी केरेडारी कोल माइंस के जन संपर्क अधिकारी मुकुल तपवार के निधन के बाद मंगलवार को केरेडारी के सिकरी साइट कार्यालय में एनटीपीसी अधिकारियों ने शोक सभा का आयोजन किया। साथ ही सभा में कर्मियों ने दो मिनट का मौन धारण किया व श्रद्धांजली दी। श्रद्धांजली सभा में एनटीपीसी के तीनों इकाई केरेडारी कोल माइंस, पकड़ी बरवाडीह कोल माइंस व चट्टी बरियातु कोल माइंस के अधिकारी और कर्मी मौजूद रहे। सभी कर्मियों ने दिवंगत मुकुल तपवार के चित्र पर माल्यार्पण कर पुष्प अर्पित किया। साथ ही उनके बहुमूल्य कार्यों व योगदान का उल्लेख कर उनके व्यवहार विचार से भाव विभोर हो गए। इस दौरान (780, 1502, 940, 1742)
s1-headline: एसबीआई हजारीबाग शाखा ने अन्नदा महाविद्यालय में कैरियर काउंसलिंग सेल के सहयोग से किया विशेष सत्र का आयोजन (1144, 164, 1474, 200)
s3-dateline: चौपारण (1141, 1324, 1174, 1338)
section-bracket-left (555, 23, 571, 95)
story4-photo (222, 1507, 527, 1671)
s5-headline: मुहर्रम को लेकर कटकमदाग थाना में शांति समिति की बैठक संपन्न (1153, 1960, 1465, 1994)
